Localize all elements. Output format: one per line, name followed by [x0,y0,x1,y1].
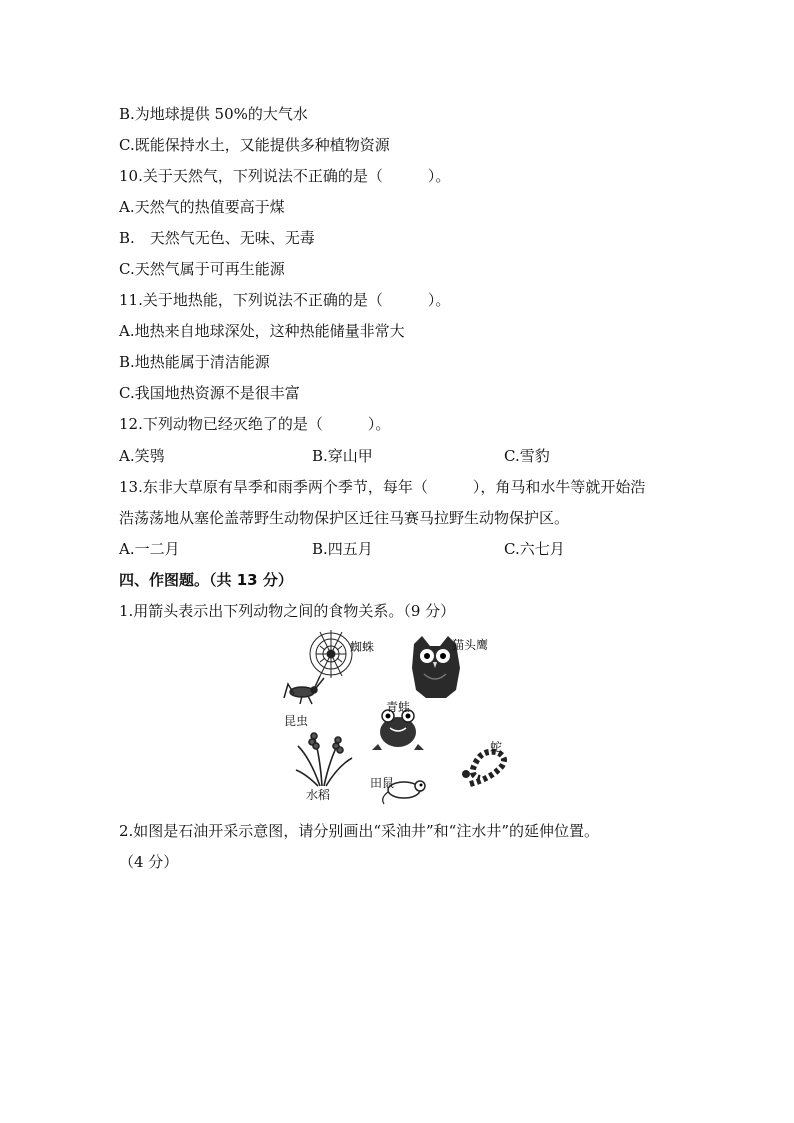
rice-image [296,733,352,786]
option-11c: C.我国地热资源不是很丰富 [119,384,300,402]
draw-question-2-line1: 2.如图是石油开采示意图，请分别画出“采油井”和“注水井”的延伸位置。 [119,822,599,840]
mouse-label: 田鼠 [370,776,395,790]
option-9b: B.为地球提供 50%的大气水 [119,105,308,123]
question-10: 10.关于天然气，下列说法不正确的是（ ）。 [119,167,451,185]
insect-image [284,676,324,704]
option-10b: B. 天然气无色、无味、无毒 [119,229,315,247]
question-12: 12.下列动物已经灭绝了的是（ ）。 [119,415,391,433]
option-11a: A.地热来自地球深处，这种热能储量非常大 [119,322,405,340]
option-9c: C.既能保持水土，又能提供多种植物资源 [119,136,390,154]
option-13a: A.一二月 [119,540,180,558]
draw-question-2-line2: （4 分） [119,853,179,871]
option-10a: A.天然气的热值要高于煤 [119,198,285,216]
rice-label: 水稻 [306,788,331,802]
food-web-figure [280,628,520,810]
question-13-line2: 浩荡荡地从塞伦盖蒂野生动物保护区迁往马赛马拉野生动物保护区。 [119,509,570,527]
insect-label: 昆虫 [284,714,309,728]
snake-label: 蛇 [490,740,503,754]
owl-label: 猫头鹰 [452,638,489,652]
section-title: 四、作图题。（共 13 分） [119,571,293,589]
option-10c: C.天然气属于可再生能源 [119,260,285,278]
frog-image [372,710,424,750]
option-12b: B.穿山甲 [312,447,373,465]
frog-label: 青蛙 [386,700,411,714]
option-12a: A.笑鸮 [119,447,165,465]
option-12c: C.雪豹 [504,447,550,465]
snake-image [462,752,504,784]
draw-question-1: 1.用箭头表示出下列动物之间的食物关系。（9 分） [119,602,456,620]
spider-image [310,630,352,678]
option-13b: B.四五月 [312,540,373,558]
food-web-illustration [280,628,520,810]
option-13c: C.六七月 [504,540,565,558]
question-13-line1: 13.东非大草原有旱季和雨季两个季节，每年（ ），角马和水牛等就开始浩 [119,478,646,496]
option-11b: B.地热能属于清洁能源 [119,353,270,371]
question-11: 11.关于地热能，下列说法不正确的是（ ）。 [119,291,451,309]
spider-label: 蜘蛛 [350,640,375,654]
